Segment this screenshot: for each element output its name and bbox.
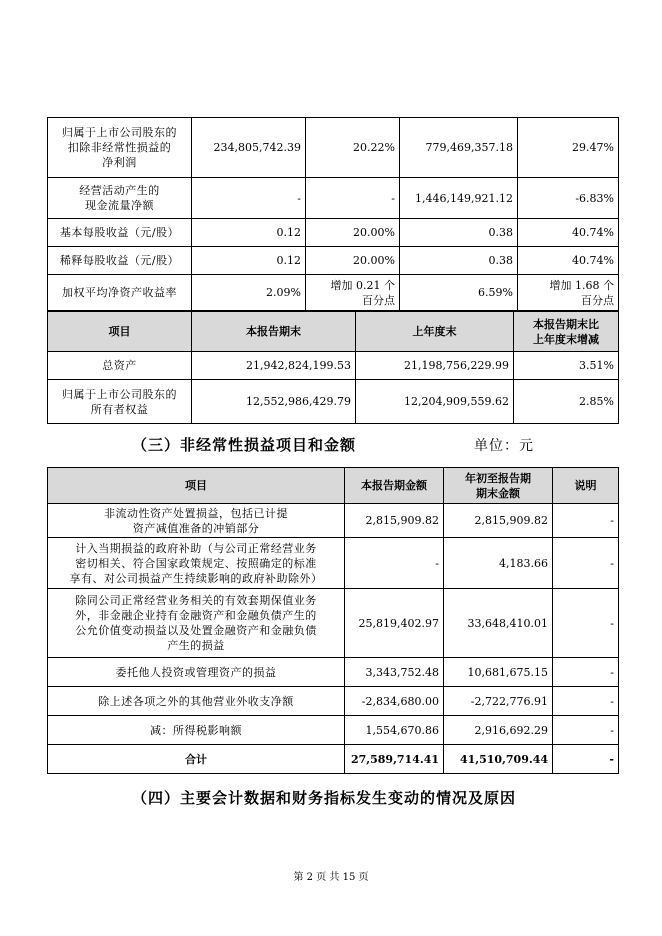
cell-value: -	[553, 658, 619, 687]
cell-value: 0.12	[192, 219, 306, 247]
row-label: 非流动性资产处置损益，包括已计提 资产减值准备的冲销部分	[48, 504, 345, 538]
cell-value: 40.74%	[518, 247, 619, 275]
cell-value: 1,446,149,921.12	[400, 178, 518, 219]
table-row	[48, 380, 619, 424]
column-header: 本报告期末比 上年度末增减	[514, 312, 619, 352]
cell-value: 2.09%	[192, 275, 306, 311]
row-label: 稀释每股收益（元/股）	[48, 247, 192, 275]
row-label: 委托他人投资或管理资产的损益	[48, 658, 345, 687]
cell-value: 0.38	[400, 247, 518, 275]
cell-value: 增加 1.68 个 百分点	[518, 275, 619, 311]
cell-value: 2,815,909.82	[345, 504, 444, 538]
cell-value: 12,204,909,559.62	[356, 380, 514, 424]
row-label: 经营活动产生的 现金流量净额	[48, 178, 192, 219]
cell-value: 29.47%	[518, 118, 619, 178]
column-header: 本报告期末	[192, 312, 356, 352]
row-label: 归属于上市公司股东的 所有者权益	[48, 380, 192, 424]
cell-value: 20.00%	[306, 219, 400, 247]
table-row	[48, 352, 619, 380]
row-label: 加权平均净资产收益率	[48, 275, 192, 311]
table-row	[48, 178, 619, 219]
cell-value: 1,554,670.86	[345, 716, 444, 745]
cell-value: -	[553, 589, 619, 658]
table-row	[48, 589, 619, 658]
cell-value: 40.74%	[518, 219, 619, 247]
cell-value: 4,183.66	[444, 538, 553, 589]
column-header: 项目	[48, 312, 192, 352]
unit-label: 单位：元	[474, 438, 534, 454]
cell-value: 2.85%	[514, 380, 619, 424]
section-3-title: （三）非经常性损益项目和金额	[132, 436, 357, 454]
page-number: 第 2 页 共 15 页	[293, 872, 369, 883]
cell-value: -6.83%	[518, 178, 619, 219]
balance-table	[47, 311, 619, 424]
column-header: 上年度末	[356, 312, 514, 352]
cell-value: 25,819,402.97	[345, 589, 444, 658]
column-header: 年初至报告期 期末金额	[444, 468, 553, 504]
cell-value: -2,834,680.00	[345, 687, 444, 716]
cell-value: 33,648,410.01	[444, 589, 553, 658]
row-label: 除同公司正常经营业务相关的有效套期保值业务 外，非金融企业持有金融资产和金融负债产生的 公允价值变动损益以及处置金融资产和金融负债 产生的损益	[48, 589, 345, 658]
cell-value: -	[553, 504, 619, 538]
cell-value: -	[306, 178, 400, 219]
row-label: 减：所得税影响额	[48, 716, 345, 745]
key-indicators-table	[47, 117, 619, 311]
cell-value: 3.51%	[514, 352, 619, 380]
table-row	[48, 275, 619, 311]
cell-value: -	[345, 538, 444, 589]
cell-value: -	[192, 178, 306, 219]
column-header: 本报告期金额	[345, 468, 444, 504]
column-header: 项目	[48, 468, 345, 504]
table-row	[48, 504, 619, 538]
row-label: 除上述各项之外的其他营业外收支净额	[48, 687, 345, 716]
table-row	[48, 716, 619, 745]
table-header-row	[48, 468, 619, 504]
cell-value: 21,198,756,229.99	[356, 352, 514, 380]
cell-value: 3,343,752.48	[345, 658, 444, 687]
table-row	[48, 247, 619, 275]
table-row	[48, 538, 619, 589]
cell-value: 779,469,357.18	[400, 118, 518, 178]
cell-value: 27,589,714.41	[345, 745, 444, 774]
table-header-row	[48, 312, 619, 352]
non-recurring-items-table	[47, 467, 619, 774]
row-label: 计入当期损益的政府补助（与公司正常经营业务 密切相关、符合国家政策规定、按照确定的标准 享有、对公司损益产生持续影响的政府补助除外）	[48, 538, 345, 589]
table-row	[48, 219, 619, 247]
cell-value: 41,510,709.44	[444, 745, 553, 774]
cell-value: 234,805,742.39	[192, 118, 306, 178]
row-label: 总资产	[48, 352, 192, 380]
row-label: 归属于上市公司股东的 扣除非经常性损益的 净利润	[48, 118, 192, 178]
cell-value: 0.38	[400, 219, 518, 247]
section-4-title: （四）主要会计数据和财务指标发生变动的情况及原因	[132, 789, 517, 807]
cell-value: 10,681,675.15	[444, 658, 553, 687]
cell-value: -	[553, 538, 619, 589]
row-label: 基本每股收益（元/股）	[48, 219, 192, 247]
table-row	[48, 118, 619, 178]
column-header: 说明	[553, 468, 619, 504]
cell-value: -	[553, 687, 619, 716]
cell-value: 0.12	[192, 247, 306, 275]
cell-value: -	[553, 716, 619, 745]
cell-value: 2,815,909.82	[444, 504, 553, 538]
cell-value: 12,552,986,429.79	[192, 380, 356, 424]
table-row	[48, 658, 619, 687]
cell-value: 6.59%	[400, 275, 518, 311]
table-row	[48, 687, 619, 716]
cell-value: -2,722,776.91	[444, 687, 553, 716]
cell-value: 20.00%	[306, 247, 400, 275]
cell-value: 增加 0.21 个 百分点	[306, 275, 400, 311]
cell-value: 2,916,692.29	[444, 716, 553, 745]
cell-value: -	[553, 745, 619, 774]
row-label: 合计	[48, 745, 345, 774]
total-row	[48, 745, 619, 774]
cell-value: 21,942,824,199.53	[192, 352, 356, 380]
cell-value: 20.22%	[306, 118, 400, 178]
